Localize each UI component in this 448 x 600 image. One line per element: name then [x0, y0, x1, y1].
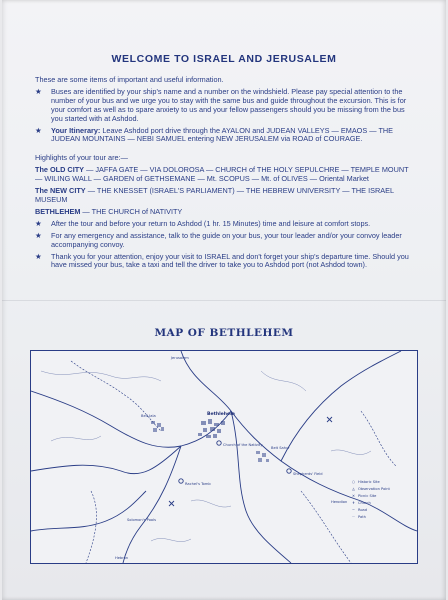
highlight-label: The OLD CITY: [35, 165, 85, 175]
map-label-jerusalem: Jerusalem: [171, 356, 189, 360]
map-label-church: Church of the Nativity: [223, 443, 263, 447]
highlights-heading: Highlights of your tour are:—: [35, 153, 128, 163]
legend-item: ✝ Church: [349, 500, 409, 507]
bullet-text: Buses are identified by your ship's name and a number on the windshield. Please pay special attention to the number of your bus and we urge you to stay with the same bus and guide throughout the excursion. This is for your comfort as well as to spare anxiety to us and your fellow passengers should you be missing from the bus you started with at Ashdod.: [51, 86, 407, 123]
star-icon: ★: [35, 230, 42, 240]
road-northeast: [281, 351, 401, 461]
town-beit-jala: [151, 421, 164, 432]
path-4: [86, 491, 96, 563]
bullet-itinerary: [35, 127, 415, 145]
town-bethlehem: [198, 419, 225, 438]
contour-6: [151, 538, 191, 541]
picnic-site-marker: [169, 501, 174, 506]
document-sheet: [2, 0, 446, 600]
star-icon: ★: [35, 86, 42, 96]
map-label-hebron: Hebron: [115, 556, 129, 560]
road-southeast: [231, 411, 291, 563]
map-label-beit-sahur: Beit Sahur: [271, 446, 290, 450]
legend-item: ─ Road: [349, 507, 409, 514]
star-icon: ★: [35, 218, 42, 228]
map-label-herodion: Herodion: [331, 500, 348, 504]
bullet-text: After the tour and before your return to Ashdod (1 hr. 15 Minutes) time and leisure at comfort stops.: [51, 218, 371, 228]
contour-1: [41, 371, 161, 381]
legend-item: ✕ Picnic Site: [349, 493, 409, 500]
itinerary-label: Your Itinerary:: [51, 125, 101, 135]
legend-item: ○ Historic Site: [349, 479, 409, 486]
contour-4: [331, 450, 371, 455]
contour-3: [261, 371, 306, 391]
historic-site-icon: ○: [351, 480, 356, 484]
map-legend: [349, 479, 409, 521]
highlight-label: The NEW CITY: [35, 186, 86, 196]
bullet-thanks: [35, 253, 415, 271]
info-body: [35, 76, 415, 273]
highlight-text: — JAFFA GATE — VIA DOLOROSA — CHURCH of THE HOLY SEPULCHRE — TEMPLE MOUNT — WILING WALL — GARDEN of GETHSEMANE — Mt. SCOPUS — Mt. of OLIVES — Oriental Market: [35, 165, 409, 184]
paper-fold-line: [2, 300, 446, 301]
map-drawing: [31, 351, 417, 563]
observation-point-icon: ◬: [352, 487, 355, 491]
bullet-text: For any emergency and assistance, talk to the guide on your bus, your tour leader and/or your convoy leader accompanying convoy.: [51, 230, 402, 249]
legend-item: ◬ Observation Point: [349, 486, 409, 493]
highlight-old-city: [35, 166, 415, 184]
bullet-emergency: [35, 232, 415, 250]
road-south-west: [31, 491, 146, 531]
contour-5: [191, 500, 231, 507]
historic-site-marker: [179, 479, 183, 483]
highlight-bethlehem: [35, 208, 415, 217]
itinerary-text: Leave Ashdod port drive through the AYALON and JUDEAN VALLEYS — EMAOS — THE JUDEAN MOUNTAINS — NEBI SAMUEL entering NEW JERUSALEM via ROAD of COURAGE.: [51, 125, 394, 144]
road-far-west: [31, 446, 181, 474]
bethlehem-map: [30, 350, 418, 564]
map-label-beit-jala: Beit Jala: [141, 414, 156, 418]
map-title: MAP OF BETHLEHEM: [154, 327, 294, 339]
road-icon: ─: [352, 508, 355, 512]
bullet-return: [35, 220, 415, 229]
highlight-text: — THE KNESSET (ISRAEL'S PARLIAMENT) — THE HEBREW UNIVERSITY — THE ISRAEL MUSEUM: [35, 186, 394, 204]
path-icon: ┄: [352, 515, 355, 519]
intro-text: These are some items of important and useful information.: [35, 75, 224, 84]
page-title: WELCOME TO ISRAEL AND JERUSALEM: [111, 53, 337, 65]
contour-2: [51, 436, 101, 441]
historic-site-marker: [217, 441, 221, 445]
picnic-site-marker: [327, 417, 332, 422]
path-1: [71, 361, 161, 431]
highlight-new-city: [35, 187, 415, 205]
church-icon: ✝: [351, 501, 355, 505]
map-label-rachel: Rachel's Tomb: [185, 482, 211, 486]
legend-item: ┄ Path: [349, 514, 409, 521]
highlight-text: — THE CHURCH of NATIVITY: [80, 206, 183, 216]
path-3: [361, 411, 396, 466]
map-label-bethlehem: Bethlehem: [207, 412, 235, 417]
bullet-buses: [35, 88, 415, 124]
highlight-label: BETHLEHEM: [35, 206, 81, 216]
picnic-site-icon: ✕: [351, 494, 355, 498]
map-label-solomon: Solomon's Pools: [127, 518, 156, 522]
historic-site-marker: [287, 469, 291, 473]
star-icon: ★: [35, 251, 42, 261]
town-beit-sahur: [256, 451, 269, 462]
map-label-shepherds: Shepherds' Field: [293, 472, 323, 476]
bullet-text: Thank you for your attention, enjoy your visit to ISRAEL and don't forget your ship's departure time. Should you have missed your bus, take a taxi and tell the driver to take you to Ashdod port (not Ashdod town).: [51, 251, 409, 270]
star-icon: ★: [35, 125, 42, 135]
